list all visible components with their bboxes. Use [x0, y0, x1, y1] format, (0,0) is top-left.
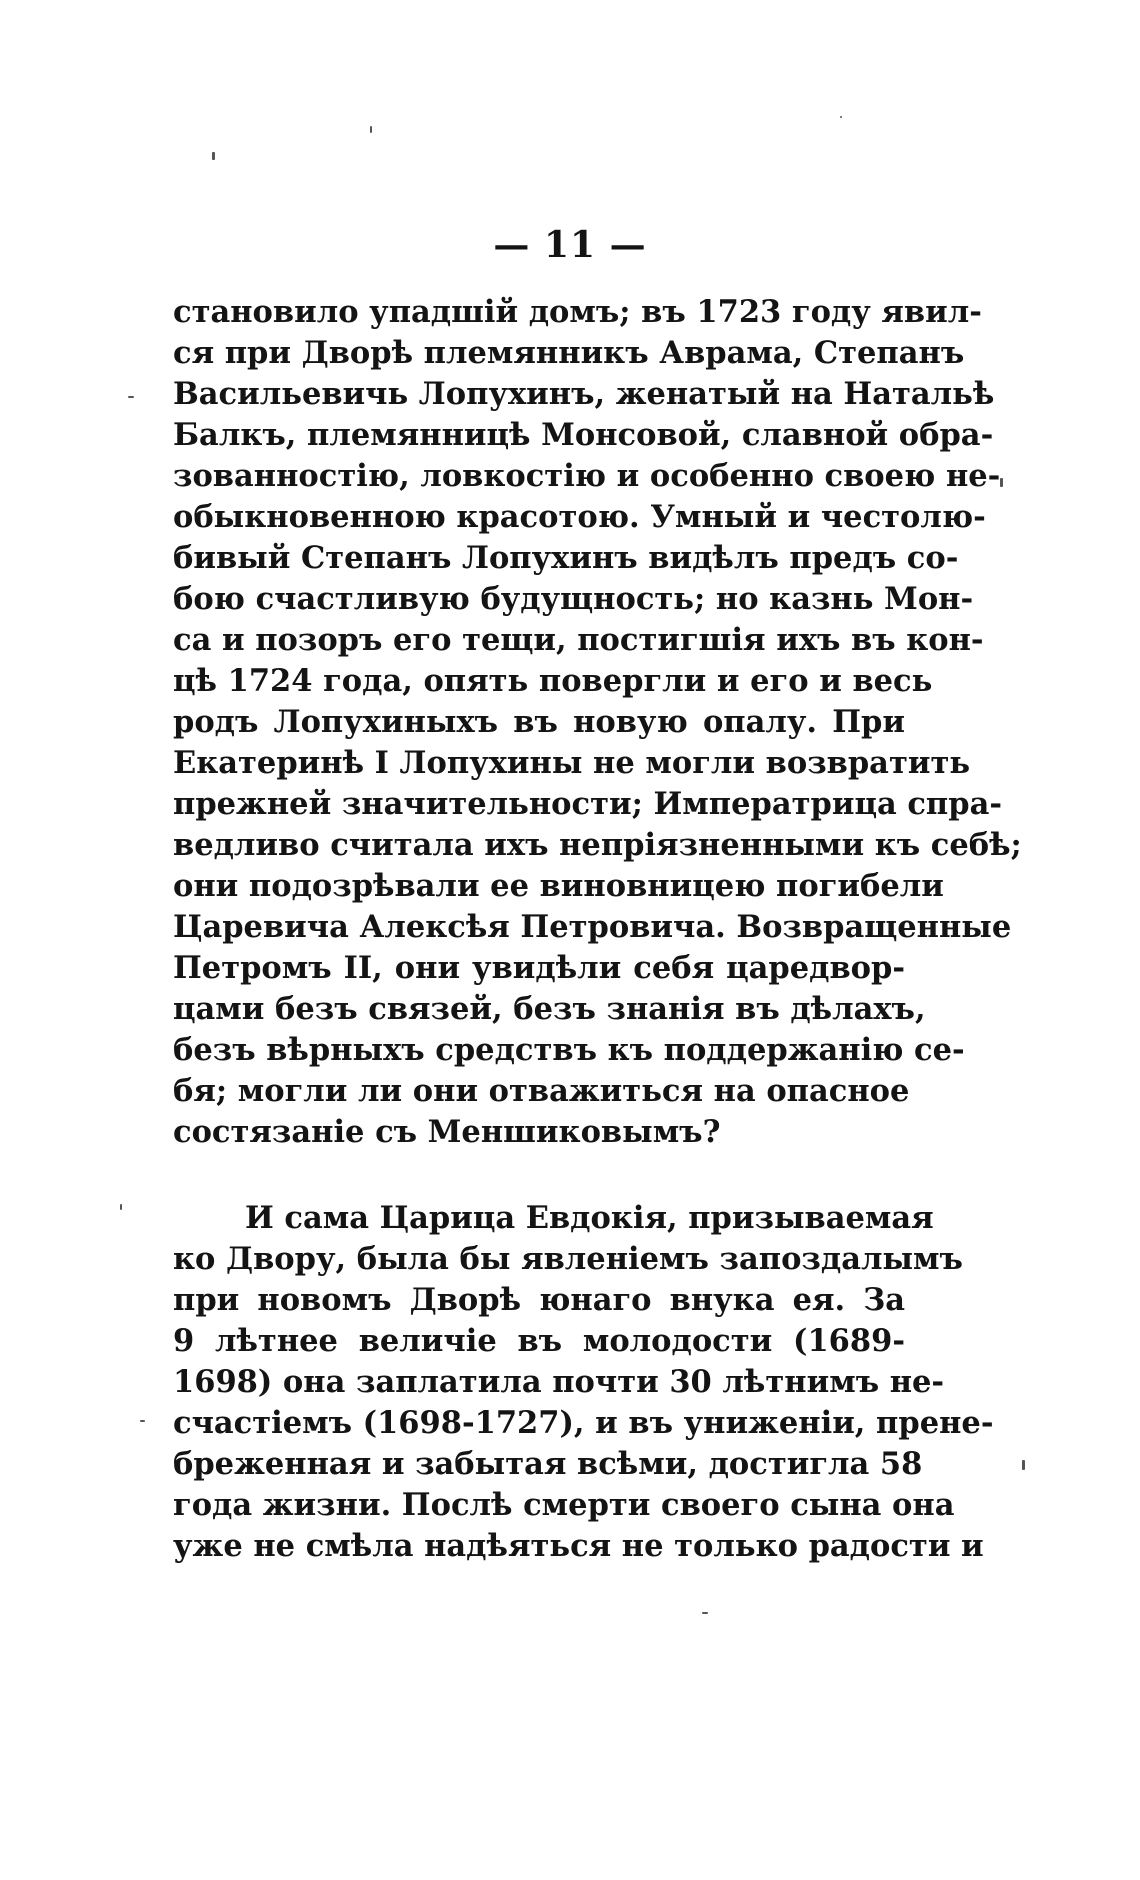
print-speck — [1000, 478, 1003, 487]
text-line: счастіемъ (1698-1727), и въ униженіи, прене- — [173, 1405, 994, 1441]
text-line: ведливо считала ихъ непріязненными къ себѣ; — [173, 827, 1022, 863]
print-speck — [840, 116, 842, 118]
print-speck — [128, 396, 134, 398]
text-line: бя; могли ли они отважиться на опасное — [173, 1073, 910, 1109]
text-line: бою счастливую будущность; но казнь Мон- — [173, 581, 974, 617]
text-line: цѣ 1724 года, опять повергли и его и весь — [173, 663, 933, 699]
print-speck — [120, 1204, 122, 1210]
print-speck — [702, 1612, 708, 1614]
text-line: ся при Дворѣ племянникъ Аврама, Степанъ — [173, 335, 965, 371]
text-line: состязаніе съ Меншиковымъ? — [173, 1114, 721, 1150]
paragraph-2 — [173, 1198, 994, 1567]
text-line: Петромъ II, они увидѣли себя царедвор- — [173, 950, 905, 986]
paragraph-1 — [173, 292, 1022, 1153]
text-line: года жизни. Послѣ смерти своего сына она — [173, 1487, 955, 1523]
text-line: 9 лѣтнее величіе въ молодости (1689- — [173, 1323, 905, 1359]
print-speck — [212, 152, 215, 160]
text-line: родъ Лопухиныхъ въ новую опалу. При — [173, 704, 905, 740]
print-speck — [140, 1420, 145, 1422]
page-number: — 11 — — [493, 224, 647, 266]
text-line: они подозрѣвали ее виновницею погибели — [173, 868, 944, 904]
text-line: Васильевичь Лопухинъ, женатый на Натальѣ — [173, 376, 995, 412]
text-line: 1698) она заплатила почти 30 лѣтнимъ не- — [173, 1364, 945, 1400]
print-speck — [1022, 1460, 1025, 1470]
text-line: бивый Степанъ Лопухинъ видѣлъ предъ со- — [173, 540, 959, 576]
text-line: становило упадшій домъ; въ 1723 году явил- — [173, 294, 982, 330]
text-line: при новомъ Дворѣ юнаго внука ея. За — [173, 1282, 905, 1318]
text-line: цами безъ связей, безъ знанія въ дѣлахъ, — [173, 991, 926, 1027]
text-line: Балкъ, племянницѣ Монсовой, славной обра- — [173, 417, 994, 453]
text-line: ко Двору, была бы явленіемъ запоздалымъ — [173, 1241, 963, 1277]
text-line: обыкновенною красотою. Умный и честолю- — [173, 499, 986, 535]
text-line: Екатеринѣ I Лопухины не могли возвратить — [173, 745, 971, 781]
text-line: Царевича Алексѣя Петровича. Возвращенные — [173, 909, 1012, 945]
text-line: уже не смѣла надѣяться не только радости и — [173, 1528, 984, 1564]
text-line: бреженная и забытая всѣми, достигла 58 — [173, 1446, 923, 1482]
text-line: безъ вѣрныхъ средствъ къ поддержанію се- — [173, 1032, 965, 1068]
print-speck — [370, 126, 372, 133]
text-line: са и позоръ его тещи, постигшія ихъ въ кон- — [173, 622, 984, 658]
text-line: И сама Царица Евдокія, призываемая — [245, 1200, 934, 1236]
text-line: прежней значительности; Императрица спра- — [173, 786, 1002, 822]
text-line: зованностію, ловкостію и особенно своею не- — [173, 458, 1001, 494]
